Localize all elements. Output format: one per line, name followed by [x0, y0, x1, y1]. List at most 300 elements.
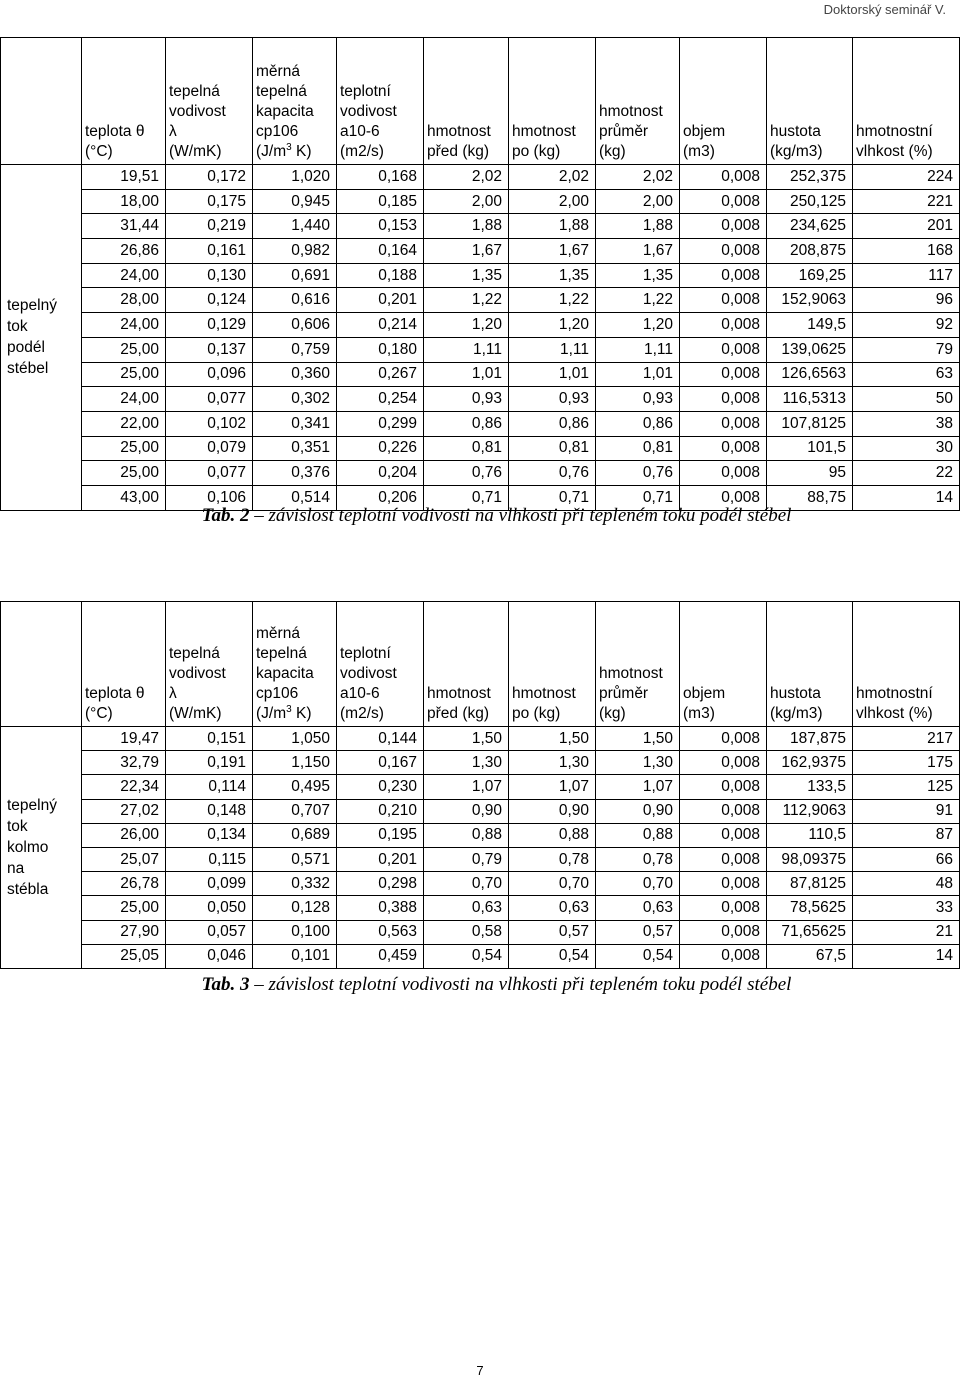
- header-line: (°C): [85, 705, 113, 722]
- table-cell: 25,00: [82, 362, 166, 387]
- table-cell: 0,201: [337, 288, 424, 313]
- table-cell: 0,88: [424, 823, 509, 847]
- header-line: hmotnost: [427, 123, 491, 140]
- table-cell: 0,81: [424, 436, 509, 461]
- table-cell: 0,76: [424, 461, 509, 486]
- table-cell: 31,44: [82, 214, 166, 239]
- unit-prefix: (J/m: [256, 705, 287, 722]
- table-heat-flow-along-stalks: [0, 37, 960, 511]
- table-cell: 0,180: [337, 337, 424, 362]
- table-cell: 0,93: [424, 387, 509, 412]
- table-cell: 26,86: [82, 239, 166, 264]
- table-cell: 0,079: [166, 436, 253, 461]
- page-header: Doktorský seminář V.: [823, 2, 946, 17]
- table-cell: 0,137: [166, 337, 253, 362]
- table-cell: 1,07: [596, 775, 680, 799]
- table-cell: 0,81: [509, 436, 596, 461]
- caption-text: – závislost teplotní vodivosti na vlhkosti při tepleném toku podél stébel: [249, 974, 792, 995]
- column-header: [509, 38, 596, 165]
- table-cell: 0,70: [509, 872, 596, 896]
- table-cell: 33: [853, 896, 960, 920]
- table-cell: 0,76: [509, 461, 596, 486]
- header-row: [1, 38, 960, 165]
- table-cell: 0,495: [253, 775, 337, 799]
- table-cell: 112,9063: [767, 799, 853, 823]
- table-cell: 0,077: [166, 461, 253, 486]
- table-cell: 224: [853, 165, 960, 190]
- header-line: průměr: [599, 123, 649, 140]
- table-cell: 208,875: [767, 239, 853, 264]
- table-cell: 221: [853, 189, 960, 214]
- header-line: vlhkost (%): [856, 705, 933, 722]
- header-line: cp106: [256, 123, 299, 140]
- header-line: (°C): [85, 143, 113, 160]
- table-cell: 0,008: [680, 944, 767, 968]
- table-cell: 0,759: [253, 337, 337, 362]
- header-line: vlhkost (%): [856, 143, 933, 160]
- header-line: a10-6: [340, 685, 380, 702]
- table-cell: 0,93: [596, 387, 680, 412]
- table-cell: 1,20: [424, 313, 509, 338]
- column-header: [767, 38, 853, 165]
- table-cell: 1,88: [596, 214, 680, 239]
- row-group-label-line: podél: [7, 339, 45, 357]
- table-cell: 0,54: [424, 944, 509, 968]
- table-cell: 0,008: [680, 461, 767, 486]
- table-cell: 0,88: [596, 823, 680, 847]
- header-line: hmotnost: [512, 685, 576, 702]
- table-row: [1, 727, 960, 751]
- table-cell: 48: [853, 872, 960, 896]
- table-cell: 0,210: [337, 799, 424, 823]
- table-cell: 1,67: [596, 239, 680, 264]
- table-cell: 0,204: [337, 461, 424, 486]
- table-cell: 1,35: [424, 263, 509, 288]
- table-cell: 187,875: [767, 727, 853, 751]
- table-row: [1, 436, 960, 461]
- header-row: [1, 602, 960, 727]
- table-cell: 0,099: [166, 872, 253, 896]
- table-cell: 2,00: [424, 189, 509, 214]
- header-line: (kg): [599, 143, 626, 160]
- table-cell: 0,78: [596, 847, 680, 871]
- table-cell: 1,01: [596, 362, 680, 387]
- table-cell: 0,78: [509, 847, 596, 871]
- header-line: kapacita: [256, 103, 314, 120]
- column-header: [166, 38, 253, 165]
- table-cell: 0,57: [509, 920, 596, 944]
- table-cell: 27,02: [82, 799, 166, 823]
- table-cell: 0,376: [253, 461, 337, 486]
- table-cell: 0,151: [166, 727, 253, 751]
- table-cell: 0,76: [596, 461, 680, 486]
- table-cell: 1,30: [596, 751, 680, 775]
- table-cell: 101,5: [767, 436, 853, 461]
- table-cell: 0,71: [596, 485, 680, 510]
- table-cell: 1,22: [424, 288, 509, 313]
- table-cell: 78,5625: [767, 896, 853, 920]
- table-cell: 0,164: [337, 239, 424, 264]
- table-row: [1, 920, 960, 944]
- table-cell: 24,00: [82, 263, 166, 288]
- table-cell: 1,11: [424, 337, 509, 362]
- table-cell: 0,175: [166, 189, 253, 214]
- table-cell: 28,00: [82, 288, 166, 313]
- table-cell: 0,302: [253, 387, 337, 412]
- column-header: [424, 602, 509, 727]
- table-row: [1, 847, 960, 871]
- table-row: [1, 775, 960, 799]
- table-cell: 0,114: [166, 775, 253, 799]
- header-line: [256, 705, 312, 722]
- column-header: [337, 602, 424, 727]
- table-row: [1, 263, 960, 288]
- table-cell: 0,254: [337, 387, 424, 412]
- table-cell: 2,00: [596, 189, 680, 214]
- table-cell: 0,70: [596, 872, 680, 896]
- table-row: [1, 872, 960, 896]
- table-cell: 21: [853, 920, 960, 944]
- table-cell: 110,5: [767, 823, 853, 847]
- table-cell: 43,00: [82, 485, 166, 510]
- header-line: [256, 143, 312, 160]
- table-cell: 0,008: [680, 387, 767, 412]
- table-cell: 0,54: [596, 944, 680, 968]
- table-cell: 32,79: [82, 751, 166, 775]
- table-cell: 0,106: [166, 485, 253, 510]
- table-cell: 0,360: [253, 362, 337, 387]
- column-header: [853, 38, 960, 165]
- row-group-label-line: tepelný: [7, 297, 57, 315]
- table-cell: 1,11: [596, 337, 680, 362]
- row-group-label-line: tok: [7, 817, 28, 835]
- table-cell: 22: [853, 461, 960, 486]
- table-cell: 0,008: [680, 239, 767, 264]
- table-cell: 1,20: [596, 313, 680, 338]
- column-header: [166, 602, 253, 727]
- table-cell: 25,05: [82, 944, 166, 968]
- table-cell: 0,008: [680, 288, 767, 313]
- row-group-label-line: kolmo: [7, 838, 49, 856]
- table-cell: 116,5313: [767, 387, 853, 412]
- corner-cell: [1, 602, 82, 727]
- header-line: vodivost: [340, 665, 397, 682]
- table-cell: 0,077: [166, 387, 253, 412]
- header-line: po (kg): [512, 143, 561, 160]
- header-line: před (kg): [427, 705, 490, 722]
- table-cell: 0,050: [166, 896, 253, 920]
- header-line: vodivost: [340, 103, 397, 120]
- table-cell: 0,008: [680, 823, 767, 847]
- table-cell: 25,00: [82, 896, 166, 920]
- caption-label: Tab. 3: [201, 974, 250, 995]
- header-line: (m2/s): [340, 705, 384, 722]
- table-row: [1, 337, 960, 362]
- table-cell: 0,230: [337, 775, 424, 799]
- unit-suffix: K): [291, 705, 312, 722]
- table-cell: 0,188: [337, 263, 424, 288]
- table-cell: 201: [853, 214, 960, 239]
- table-cell: 0,144: [337, 727, 424, 751]
- table-cell: 152,9063: [767, 288, 853, 313]
- table-cell: 98,09375: [767, 847, 853, 871]
- table-cell: 30: [853, 436, 960, 461]
- table-row: [1, 189, 960, 214]
- table-row: [1, 362, 960, 387]
- table-row: [1, 387, 960, 412]
- table-cell: 0,008: [680, 436, 767, 461]
- table-cell: 0,71: [424, 485, 509, 510]
- unit-prefix: (J/m: [256, 143, 287, 160]
- table-cell: 1,35: [596, 263, 680, 288]
- table-cell: 0,691: [253, 263, 337, 288]
- table-cell: 2,02: [596, 165, 680, 190]
- header-line: před (kg): [427, 143, 490, 160]
- table-cell: 26,00: [82, 823, 166, 847]
- column-header: [253, 602, 337, 727]
- table-cell: 0,689: [253, 823, 337, 847]
- table-cell: 0,707: [253, 799, 337, 823]
- column-header: [253, 38, 337, 165]
- table-cell: 252,375: [767, 165, 853, 190]
- table-cell: 0,008: [680, 920, 767, 944]
- table-cell: 1,22: [509, 288, 596, 313]
- unit-suffix: K): [291, 143, 312, 160]
- column-header: [82, 602, 166, 727]
- header-line: vodivost: [169, 103, 226, 120]
- table-row: [1, 214, 960, 239]
- table-cell: 19,47: [82, 727, 166, 751]
- header-line: (m2/s): [340, 143, 384, 160]
- table-cell: 27,90: [82, 920, 166, 944]
- table-cell: 250,125: [767, 189, 853, 214]
- table-2-caption: [0, 505, 960, 527]
- table-cell: 96: [853, 288, 960, 313]
- caption-text: – závislost teplotní vodivosti na vlhkosti při tepleném toku podél stébel: [249, 505, 792, 526]
- column-header: [424, 38, 509, 165]
- table-cell: 0,161: [166, 239, 253, 264]
- table-cell: 1,020: [253, 165, 337, 190]
- table-cell: 1,67: [424, 239, 509, 264]
- table-cell: 1,01: [424, 362, 509, 387]
- table-cell: 0,514: [253, 485, 337, 510]
- table-cell: 1,30: [509, 751, 596, 775]
- table-cell: 149,5: [767, 313, 853, 338]
- row-group-label-line: stébla: [7, 880, 49, 898]
- table-cell: 91: [853, 799, 960, 823]
- header-line: kapacita: [256, 665, 314, 682]
- column-header: [596, 602, 680, 727]
- table-row: [1, 165, 960, 190]
- header-line: (m3): [683, 705, 715, 722]
- table-cell: 0,008: [680, 872, 767, 896]
- table-cell: 0,128: [253, 896, 337, 920]
- table-cell: 0,351: [253, 436, 337, 461]
- table-cell: 0,90: [596, 799, 680, 823]
- table-cell: 0,008: [680, 313, 767, 338]
- header-line: průměr: [599, 685, 649, 702]
- header-line: (W/mK): [169, 705, 222, 722]
- table-cell: 0,172: [166, 165, 253, 190]
- table-cell: 0,982: [253, 239, 337, 264]
- table-cell: 0,102: [166, 411, 253, 436]
- header-line: (kg/m3): [770, 143, 823, 160]
- table-cell: 0,008: [680, 214, 767, 239]
- table-cell: 38: [853, 411, 960, 436]
- header-line: měrná: [256, 63, 300, 80]
- table-cell: 24,00: [82, 313, 166, 338]
- header-line: hmotnost: [599, 103, 663, 120]
- table-cell: 0,168: [337, 165, 424, 190]
- table-cell: 0,129: [166, 313, 253, 338]
- table-cell: 25,07: [82, 847, 166, 871]
- table-cell: 0,008: [680, 775, 767, 799]
- header-line: teplotní: [340, 83, 391, 100]
- table-cell: 0,008: [680, 263, 767, 288]
- table-cell: 0,057: [166, 920, 253, 944]
- corner-cell: [1, 38, 82, 165]
- column-header: [509, 602, 596, 727]
- table-cell: 0,101: [253, 944, 337, 968]
- table-cell: 0,86: [424, 411, 509, 436]
- table-cell: 0,008: [680, 751, 767, 775]
- table-cell: 125: [853, 775, 960, 799]
- header-line: a10-6: [340, 123, 380, 140]
- table-cell: 0,563: [337, 920, 424, 944]
- header-line: tepelná: [256, 645, 307, 662]
- header-line: λ: [169, 685, 177, 702]
- table-cell: 0,008: [680, 362, 767, 387]
- table-cell: 0,008: [680, 896, 767, 920]
- header-line: po (kg): [512, 705, 561, 722]
- table-row: [1, 239, 960, 264]
- table-cell: 0,219: [166, 214, 253, 239]
- header-line: hmotnost: [512, 123, 576, 140]
- table-cell: 0,70: [424, 872, 509, 896]
- table-cell: 0,571: [253, 847, 337, 871]
- header-line: (kg/m3): [770, 705, 823, 722]
- table-cell: 1,67: [509, 239, 596, 264]
- table-cell: 0,008: [680, 847, 767, 871]
- table-cell: 0,008: [680, 411, 767, 436]
- table-cell: 133,5: [767, 775, 853, 799]
- table-cell: 87: [853, 823, 960, 847]
- table-cell: 18,00: [82, 189, 166, 214]
- table-row: [1, 823, 960, 847]
- table-cell: 22,00: [82, 411, 166, 436]
- table-cell: 0,267: [337, 362, 424, 387]
- column-header: [82, 38, 166, 165]
- table-cell: 0,57: [596, 920, 680, 944]
- header-line: hustota: [770, 123, 821, 140]
- table-row: [1, 461, 960, 486]
- table-cell: 1,50: [424, 727, 509, 751]
- column-header: [596, 38, 680, 165]
- table-cell: 0,63: [424, 896, 509, 920]
- table-cell: 0,93: [509, 387, 596, 412]
- table-cell: 0,115: [166, 847, 253, 871]
- table-cell: 1,35: [509, 263, 596, 288]
- table-cell: 1,11: [509, 337, 596, 362]
- page-number: 7: [476, 1363, 484, 1378]
- header-line: hmotnost: [599, 665, 663, 682]
- table-cell: 234,625: [767, 214, 853, 239]
- table-cell: 63: [853, 362, 960, 387]
- table-cell: 1,50: [596, 727, 680, 751]
- row-group-label-line: tok: [7, 318, 28, 336]
- table-cell: 0,298: [337, 872, 424, 896]
- table-cell: 0,008: [680, 165, 767, 190]
- table-cell: 1,050: [253, 727, 337, 751]
- table-cell: 0,008: [680, 727, 767, 751]
- table-cell: 25,00: [82, 436, 166, 461]
- table-cell: 0,86: [596, 411, 680, 436]
- table-cell: 87,8125: [767, 872, 853, 896]
- table-cell: 217: [853, 727, 960, 751]
- table-cell: 107,8125: [767, 411, 853, 436]
- column-header: [337, 38, 424, 165]
- header-line: teplota θ: [85, 123, 145, 140]
- table-cell: 0,153: [337, 214, 424, 239]
- table-cell: 66: [853, 847, 960, 871]
- table-cell: 0,90: [424, 799, 509, 823]
- header-line: vodivost: [169, 665, 226, 682]
- table-cell: 0,58: [424, 920, 509, 944]
- table-cell: 0,81: [596, 436, 680, 461]
- column-header: [680, 38, 767, 165]
- table-cell: 0,945: [253, 189, 337, 214]
- table-cell: 24,00: [82, 387, 166, 412]
- table-cell: 169,25: [767, 263, 853, 288]
- table-cell: 0,88: [509, 823, 596, 847]
- caption-label: Tab. 2: [201, 505, 250, 526]
- header-line: teplota θ: [85, 685, 145, 702]
- table-cell: 0,79: [424, 847, 509, 871]
- table-cell: 1,50: [509, 727, 596, 751]
- table-cell: 1,20: [509, 313, 596, 338]
- row-group-label: [1, 727, 82, 969]
- table-cell: 0,63: [509, 896, 596, 920]
- header-line: tepelná: [256, 83, 307, 100]
- table-cell: 67,5: [767, 944, 853, 968]
- table-cell: 1,150: [253, 751, 337, 775]
- table-cell: 0,206: [337, 485, 424, 510]
- table-row: [1, 751, 960, 775]
- header-line: (m3): [683, 143, 715, 160]
- table-cell: 1,88: [424, 214, 509, 239]
- table-cell: 0,148: [166, 799, 253, 823]
- table-cell: 0,606: [253, 313, 337, 338]
- unit-exponent: 3: [286, 142, 292, 153]
- table-cell: 0,299: [337, 411, 424, 436]
- table-cell: 1,88: [509, 214, 596, 239]
- table-cell: 25,00: [82, 337, 166, 362]
- table-row: [1, 944, 960, 968]
- table-cell: 0,90: [509, 799, 596, 823]
- table-cell: 0,459: [337, 944, 424, 968]
- table-cell: 0,388: [337, 896, 424, 920]
- table-cell: 0,046: [166, 944, 253, 968]
- table-cell: 1,01: [509, 362, 596, 387]
- table-cell: 0,341: [253, 411, 337, 436]
- table-cell: 2,02: [424, 165, 509, 190]
- table-cell: 0,332: [253, 872, 337, 896]
- table-cell: 22,34: [82, 775, 166, 799]
- header-line: tepelná: [169, 83, 220, 100]
- table-cell: 0,130: [166, 263, 253, 288]
- row-group-label-line: tepelný: [7, 796, 57, 814]
- table-row: [1, 411, 960, 436]
